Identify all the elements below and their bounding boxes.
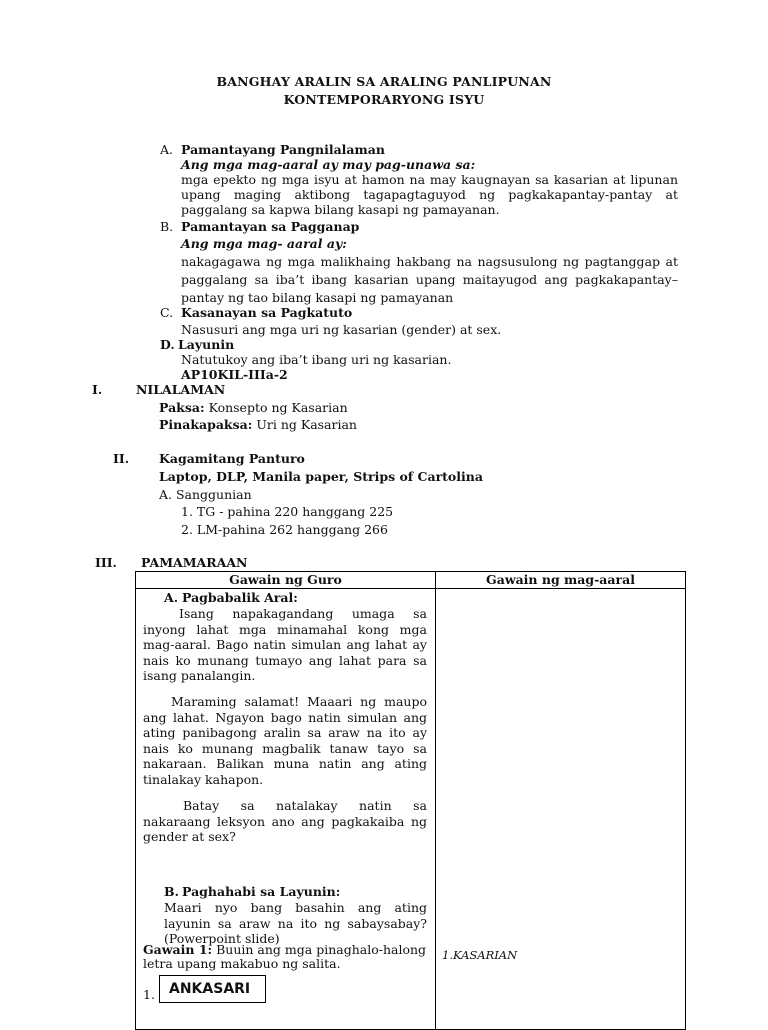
paksa-line bbox=[159, 400, 348, 416]
section-a-heading: Pamantayang Pangnilalaman bbox=[181, 142, 385, 157]
part-2-numeral: II. bbox=[113, 451, 130, 466]
section-b-label: B. bbox=[160, 219, 174, 234]
pinakapaksa-value: Uri ng Kasarian bbox=[256, 417, 357, 432]
title-line-2: KONTEMPORARYONG ISYU bbox=[283, 92, 485, 107]
section-d-label: D. bbox=[160, 337, 175, 352]
gawain-1-instruction bbox=[143, 943, 433, 971]
paragraph-greeting: Isang napakagandang umaga sa inyong lahat mga minamahal kong mga mag-aaral. Bago natin simulan ang lahat ay nais ko munang tumayo ang lahat para sa isang panalangin. bbox=[143, 606, 427, 683]
materials-list: Laptop, DLP, Manila paper, Strips of Cartolina bbox=[159, 469, 483, 484]
section-a-subheading: Ang mga mag-aaral ay may pag-unawa sa: bbox=[181, 157, 476, 172]
column-header-teacher: Gawain ng Guro bbox=[136, 572, 436, 589]
column-header-student: Gawain ng mag-aaral bbox=[436, 572, 686, 589]
sub-b-label: B. bbox=[164, 884, 179, 899]
pinakapaksa-line bbox=[159, 417, 357, 433]
item-number: 1. bbox=[143, 987, 155, 1002]
paragraph-question: Batay sa natalakay natin sa nakaraang leksyon ano ang pagkakaiba ng gender at sex? bbox=[143, 798, 427, 844]
section-b-subheading: Ang mga mag- aaral ay: bbox=[181, 236, 347, 251]
pinakapaksa-label: Pinakapaksa: bbox=[159, 417, 253, 432]
table-row bbox=[136, 589, 686, 1030]
student-answer-1: 1.KASARIAN bbox=[442, 948, 518, 962]
student-cell-content bbox=[436, 589, 685, 1029]
gawain-1-text: Buuin ang mga pinaghalo-halong letra upang makabuo ng salita. bbox=[143, 942, 427, 971]
student-cell bbox=[436, 589, 686, 1030]
sanggunian-heading: A. Sanggunian bbox=[159, 487, 252, 502]
title-line-1: BANGHAY ARALIN SA ARALING PANLIPUNAN bbox=[216, 74, 552, 89]
section-b-body: nakagagawa ng mga malikhaing hakbang na nagsusulong ng pagtanggap at paggalang sa iba’t ibang kasarian upang maitayugod ang pagkakapantay– pantay ng tao bilang kasapi ng pamayanan bbox=[181, 254, 678, 305]
part-1-numeral: I. bbox=[92, 382, 103, 397]
part-3-numeral: III. bbox=[95, 555, 117, 570]
part-1-heading: NILALAMAN bbox=[136, 382, 226, 397]
procedure-table bbox=[135, 571, 686, 1030]
paksa-label: Paksa: bbox=[159, 400, 205, 415]
section-d-heading: Layunin bbox=[178, 337, 235, 352]
section-c-heading: Kasanayan sa Pagkatuto bbox=[181, 305, 353, 320]
section-c-label: C. bbox=[160, 305, 174, 320]
sub-b-heading: Paghahabi sa Layunin: bbox=[182, 884, 341, 899]
gawain-1-label: Gawain 1: bbox=[143, 942, 213, 957]
paragraph-objective: Maari nyo bang basahin ang ating layunin sa araw na ito ng sabaysabay? (Powerpoint slide) bbox=[164, 900, 427, 946]
section-b-heading: Pamantayan sa Pagganap bbox=[181, 219, 360, 234]
competency-code: AP10KIL-IIIa-2 bbox=[181, 367, 288, 382]
reference-2: 2. LM-pahina 262 hanggang 266 bbox=[181, 522, 388, 537]
scrambled-word-box: ANKASARI bbox=[159, 975, 266, 1003]
reference-1: 1. TG - pahina 220 hanggang 225 bbox=[181, 504, 394, 519]
section-a-label: A. bbox=[160, 142, 174, 157]
paksa-value: Konsepto ng Kasarian bbox=[208, 400, 348, 415]
teacher-cell-content bbox=[136, 589, 435, 1029]
sub-a-heading: Pagbabalik Aral: bbox=[182, 590, 298, 605]
sub-a-label: A. bbox=[164, 590, 179, 605]
section-d-body: Natutukoy ang iba’t ibang uri ng kasarian. bbox=[181, 352, 452, 367]
part-2-heading: Kagamitang Panturo bbox=[159, 451, 305, 466]
section-a-body: mga epekto ng mga isyu at hamon na may kaugnayan sa kasarian at lipunan upang maging aktibong tagapagtaguyod ng pagkakapantay-pantay at paggalang sa kapwa bilang kasapi ng pamayanan. bbox=[181, 172, 678, 217]
section-c-body: Nasusuri ang mga uri ng kasarian (gender) at sex. bbox=[181, 322, 502, 337]
paragraph-review: Maraming salamat! Maaari ng maupo ang lahat. Ngayon bago natin simulan ang ating panibagong aralin sa araw na ito ay nais ko munang magbalik tanaw tayo sa nakaraan. Balikan muna natin ang ating tinalakay kahapon. bbox=[143, 694, 427, 787]
part-3-heading: PAMAMARAAN bbox=[141, 555, 248, 570]
teacher-cell bbox=[136, 589, 436, 1030]
table-header-row bbox=[136, 572, 686, 589]
